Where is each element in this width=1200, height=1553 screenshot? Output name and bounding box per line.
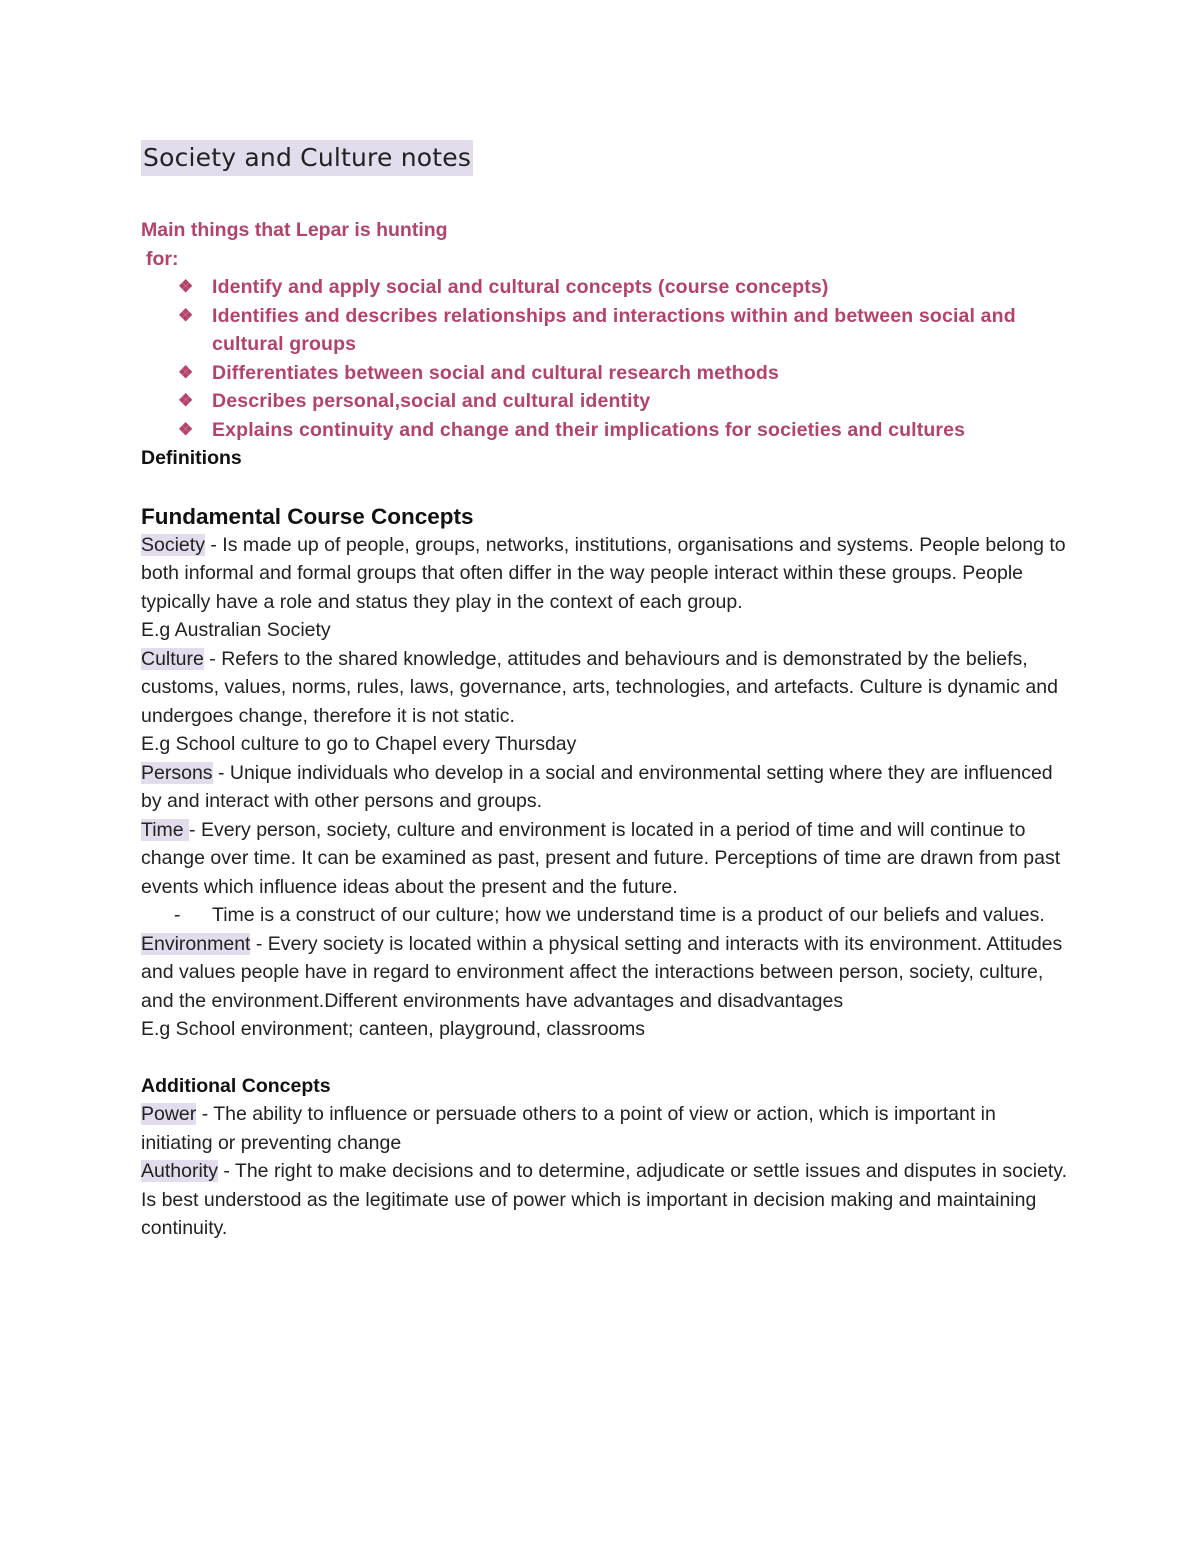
- society-term: Society: [141, 533, 205, 556]
- culture-text: - Refers to the shared knowledge, attitudes and behaviours and is demonstrated by the beliefs, customs, values, norms, rules, laws, governance, arts, technologies, and artefacts. Culture is dynamic and undergoes change, therefore it is not static.: [141, 647, 1058, 727]
- diamond-bullet-icon: ❖: [178, 362, 194, 382]
- diamond-bullet-icon: ❖: [178, 277, 194, 296]
- goal-text: Identifies and describes relationships and interactions within and between social and cultural groups: [212, 304, 1016, 355]
- fundamental-concepts-heading: Fundamental Course Concepts: [141, 503, 474, 529]
- culture-example: E.g School culture to go to Chapel every Thursday: [141, 733, 577, 755]
- authority-text: - The right to make decisions and to determine, adjudicate or settle issues and disputes in society. Is best understood as the legitimate use of power which is important in decision making and maintaining continuity.: [141, 1160, 1068, 1239]
- list-item: [141, 359, 1071, 388]
- list-item: [141, 901, 1071, 930]
- environment-text: - Every society is located within a physical setting and interacts with its environment. Attitudes and values people have in regard to environment affect the interactions between person, society, culture, and the environment.Different environments have advantages and disadvantages: [141, 932, 1063, 1012]
- environment-term: Environment: [141, 932, 251, 955]
- goal-text: Identify and apply social and cultural concepts (course concepts): [212, 276, 829, 298]
- society-definition: [141, 531, 1071, 617]
- culture-term: Culture: [141, 647, 204, 670]
- persons-term: Persons: [141, 761, 213, 784]
- time-text: - Every person, society, culture and environment is located in a period of time and will continue to change over time. It can be examined as past, present and future. Perceptions of time are drawn from past events which influence ideas about the present and the future.: [141, 818, 1061, 898]
- dash-bullet-icon: -: [174, 904, 181, 926]
- goal-text: Differentiates between social and cultural research methods: [212, 361, 779, 384]
- additional-concepts-heading: Additional Concepts: [141, 1074, 331, 1097]
- environment-definition: [141, 930, 1071, 1016]
- persons-definition: [141, 759, 1071, 816]
- time-sub-point: Time is a construct of our culture; how we understand time is a product of our beliefs and values.: [212, 904, 1045, 926]
- environment-example: E.g School environment; canteen, playground, classrooms: [141, 1018, 646, 1040]
- goals-heading: [141, 216, 1071, 273]
- time-term: Time: [141, 818, 190, 841]
- power-definition: [141, 1100, 1071, 1157]
- diamond-bullet-icon: ❖: [178, 391, 194, 410]
- definitions-heading: Definitions: [141, 447, 242, 469]
- goals-heading-line1: Main things that Lepar is hunting: [141, 219, 448, 241]
- authority-definition: [141, 1157, 1071, 1243]
- list-item: [141, 387, 1071, 416]
- document-page: [141, 140, 1071, 1243]
- list-item: [141, 273, 1071, 302]
- goal-text: Explains continuity and change and their implications for societies and cultures: [212, 418, 966, 441]
- document-title: Society and Culture notes: [141, 140, 473, 176]
- persons-text: - Unique individuals who develop in a social and environmental setting where they are influenced by and interact with other persons and groups.: [141, 761, 1053, 812]
- society-example: E.g Australian Society: [141, 619, 331, 641]
- time-sub-list: [141, 901, 1071, 930]
- diamond-bullet-icon: ❖: [178, 419, 194, 439]
- power-term: Power: [141, 1103, 197, 1125]
- power-text: - The ability to influence or persuade others to a point of view or action, which is important in initiating or preventing change: [141, 1103, 996, 1154]
- list-item: [141, 416, 1071, 445]
- time-definition: [141, 816, 1071, 902]
- goal-text: Describes personal,social and cultural identity: [212, 390, 651, 412]
- goals-list: [141, 273, 1071, 444]
- culture-definition: [141, 645, 1071, 731]
- diamond-bullet-icon: ❖: [178, 305, 194, 325]
- authority-term: Authority: [141, 1160, 218, 1182]
- society-text: - Is made up of people, groups, networks, institutions, organisations and systems. People belong to both informal and formal groups that often differ in the way people interact within these groups. People typically have a role and status they play in the context of each group.: [141, 533, 1066, 613]
- list-item: [141, 302, 1071, 359]
- goals-heading-line2: for:: [146, 247, 179, 270]
